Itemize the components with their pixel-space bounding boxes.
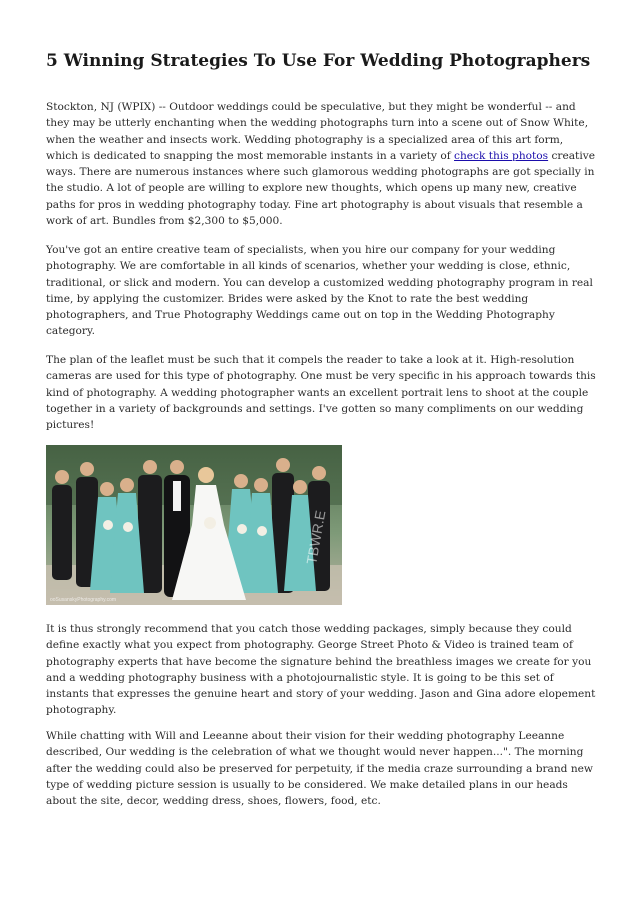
paragraph-1 (46, 99, 598, 229)
wedding-party-photo (46, 445, 342, 605)
paragraph-5: While chatting with Will and Leeanne about their vision for their wedding photography Leeanne described, Our wedding is the celebration of what we thought would never happen...". The morning after the wedding could also be preserved for perpetuity, if the media craze surrounding a brand new type of wedding picture session is usually to be considered. We make detailed plans in our heads about the site, decor, wedding dress, shoes, flowers, food, etc. (46, 730, 593, 808)
photo-credit: ooSusanskyPhotography.com (50, 597, 117, 603)
paragraph-2: You've got an entire creative team of specialists, when you hire our company for your wedding photography. We are comfortable in all kinds of scenarios, whether your wedding is close, ethnic, traditional, or slick and modern. You can develop a customized wedding photography program in real time, by applying the customizer. Brides were asked by the Knot to rate the best wedding photographers, and True Photography Weddings came out on top in the Wedding Photography category. (46, 244, 593, 338)
paragraph-3: The plan of the leaflet must be such that it compels the reader to take a look at it. High-resolution cameras are used for this type of photography. One must be very specific in his approach towards this kind of photography. A wedding photographer wants an excellent portrait lens to shoot at the couple together in a variety of backgrounds and settings. I've gotten so many compliments on our wedding pictures! (46, 354, 596, 432)
photo-watermark: TBWR.E (303, 509, 329, 566)
paragraph-4: It is thus strongly recommend that you catch those wedding packages, simply because they could define exactly what you expect from photography. George Street Photo & Video is trained team of photography experts that have become the signature behind the breathless images we create for you and a wedding photography business with a photojournalistic style. It is going to be this set of instants that expresses the genuine heart and story of your wedding. Jason and Gina adore elopement photography. (46, 623, 596, 717)
check-photos-link[interactable]: check this photos (454, 149, 549, 162)
article-title: 5 Winning Strategies To Use For Wedding Photographers (46, 51, 591, 71)
paragraph-1-text-b: creative ways. There are numerous instances where such glamorous wedding photographs are got specially in the studio. A lot of people are willing to explore new thoughts, which opens up many new, creative paths for pros in wedding photography today. Fine art photography is about visuals that resemble a work of art. Bundles from $2,300 to $5,000. (46, 149, 595, 228)
paragraph-1-text-a: Stockton, NJ (WPIX) -- Outdoor weddings could be speculative, but they might be wonderful -- and they may be utterly enchanting when the wedding photographs turn into a scene out of Snow White, when the weather and insects work. Wedding photography is a specialized area of this art form, which is dedicated to snapping the most memorable instants in a variety of (46, 101, 589, 162)
